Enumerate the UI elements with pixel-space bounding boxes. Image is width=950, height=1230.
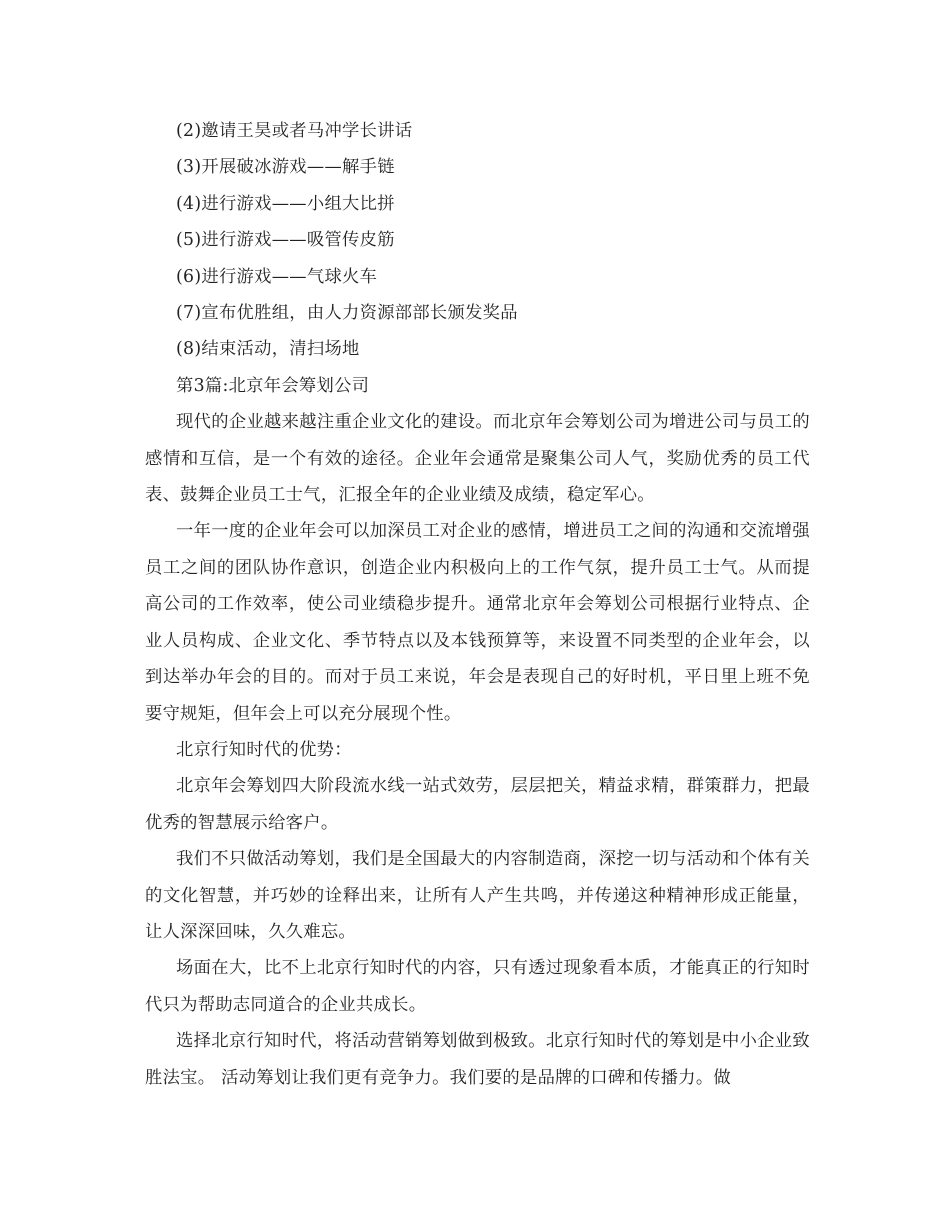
document-body: [145, 113, 810, 1096]
paragraph: 现代的企业越来越注重企业文化的建设。而北京年会筹划公司为增进公司与员工的感情和互信，是一个有效的途径。企业年会通常是聚集公司人气，奖励优秀的员工代表、鼓舞企业员工士气，汇报全年的企业业绩及成绩，稳定军心。: [145, 412, 810, 506]
paragraph: 我们不只做活动筹划，我们是全国最大的内容制造商，深挖一切与活动和个体有关的文化智慧，并巧妙的诠释出来，让所有人产生共鸣，并传递这种精神形成正能量，让人深深回味，久久难忘。: [145, 849, 810, 942]
paragraph: 北京行知时代的优势：: [176, 739, 352, 760]
section-heading: 第3篇:北京年会筹划公司: [176, 375, 370, 396]
list-item: (5)进行游戏——吸管传皮筋: [176, 230, 395, 251]
list-item: (2)邀请王昊或者马冲学长讲话: [176, 121, 413, 141]
list-item: (7)宣布优胜组，由人力资源部部长颁发奖品: [176, 303, 518, 324]
paragraph: 选择北京行知时代，将活动营销筹划做到极致。北京行知时代的筹划是中小企业致胜法宝。 活动筹划让我们更有竞争力。我们要的是品牌的口碑和传播力。做: [145, 1031, 810, 1088]
list-item: (3)开展破冰游戏——解手链: [176, 157, 395, 178]
list-item: (6)进行游戏——气球火车: [176, 266, 378, 287]
list-item: (4)进行游戏——小组大比拼: [176, 193, 395, 214]
list-item: (8)结束活动，清扫场地: [176, 339, 360, 360]
paragraph: 场面在大，比不上北京行知时代的内容，只有透过现象看本质，才能真正的行知时代只为帮助志同道合的企业共成长。: [145, 958, 810, 1015]
paragraph: 北京年会筹划四大阶段流水线一站式效劳，层层把关，精益求精，群策群力，把最优秀的智慧展示给客户。: [145, 776, 810, 833]
paragraph: 一年一度的企业年会可以加深员工对企业的感情，增进员工之间的沟通和交流增强员工之间的团队协作意识，创造企业内积极向上的工作气氛，提升员工士气。从而提高公司的工作效率，使公司业绩稳步提升。通常北京年会筹划公司根据行业特点、企业人员构成、企业文化、季节特点以及本钱预算等，来设置不同类型的企业年会，以到达举办年会的目的。而对于员工来说，年会是表现自己的好时机，平日里上班不免要守规矩，但年会上可以充分展现个性。: [145, 521, 810, 724]
